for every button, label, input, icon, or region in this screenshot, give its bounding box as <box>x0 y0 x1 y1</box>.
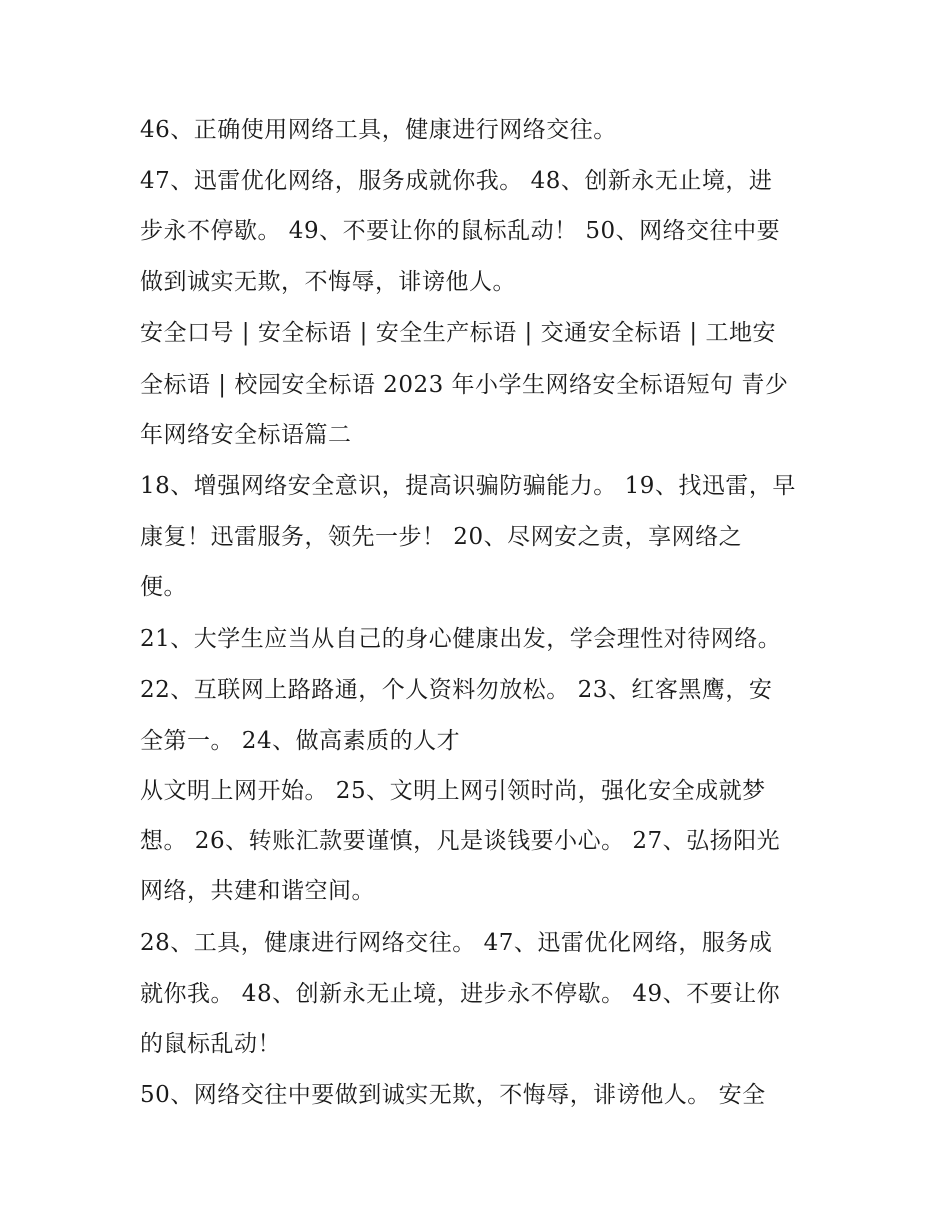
text-line: 21、大学生应当从自己的身心健康出发，学会理性对待网络。 <box>140 626 782 652</box>
text-line: 安全口号 | 安全标语 | 安全生产标语 | 交通安全标语 | 工地安 <box>140 320 776 346</box>
text-line: 就你我。 48、创新永无止境，进步永不停歇。 49、不要让你 <box>140 981 781 1007</box>
text-line: 全标语 | 校园安全标语 2023 年小学生网络安全标语短句 青少 <box>140 372 789 398</box>
text-line: 46、正确使用网络工具，健康进行网络交往。 <box>140 117 617 143</box>
text-line: 便。 <box>140 574 187 600</box>
text-line: 50、网络交往中要做到诚实无欺，不悔辱，诽谤他人。 安全 <box>140 1082 766 1108</box>
text-line: 18、增强网络安全意识，提高识骗防骗能力。 19、找迅雷，早 <box>140 473 796 499</box>
text-line: 步永不停歇。 49、不要让你的鼠标乱动！ 50、网络交往中要 <box>140 218 781 244</box>
text-line: 47、迅雷优化网络，服务成就你我。 48、创新永无止境，进 <box>140 168 773 194</box>
text-line: 全第一。 24、做高素质的人才 <box>140 728 461 754</box>
text-line: 做到诚实无欺，不悔辱，诽谤他人。 <box>140 269 516 295</box>
text-line: 康复！迅雷服务，领先一步！ 20、尽网安之责，享网络之 <box>140 524 743 550</box>
text-line: 网络，共建和谐空间。 <box>140 878 375 904</box>
text-line: 的鼠标乱动！ <box>140 1031 281 1057</box>
text-line: 28、工具，健康进行网络交往。 47、迅雷优化网络，服务成 <box>140 930 773 956</box>
text-line: 想。 26、转账汇款要谨慎，凡是谈钱要小心。 27、弘扬阳光 <box>140 828 781 854</box>
text-line: 年网络安全标语篇二 <box>140 422 352 448</box>
text-line: 22、互联网上路路通，个人资料勿放松。 23、红客黑鹰，安 <box>140 677 773 703</box>
text-line: 从文明上网开始。 25、文明上网引领时尚，强化安全成就梦 <box>140 778 766 804</box>
